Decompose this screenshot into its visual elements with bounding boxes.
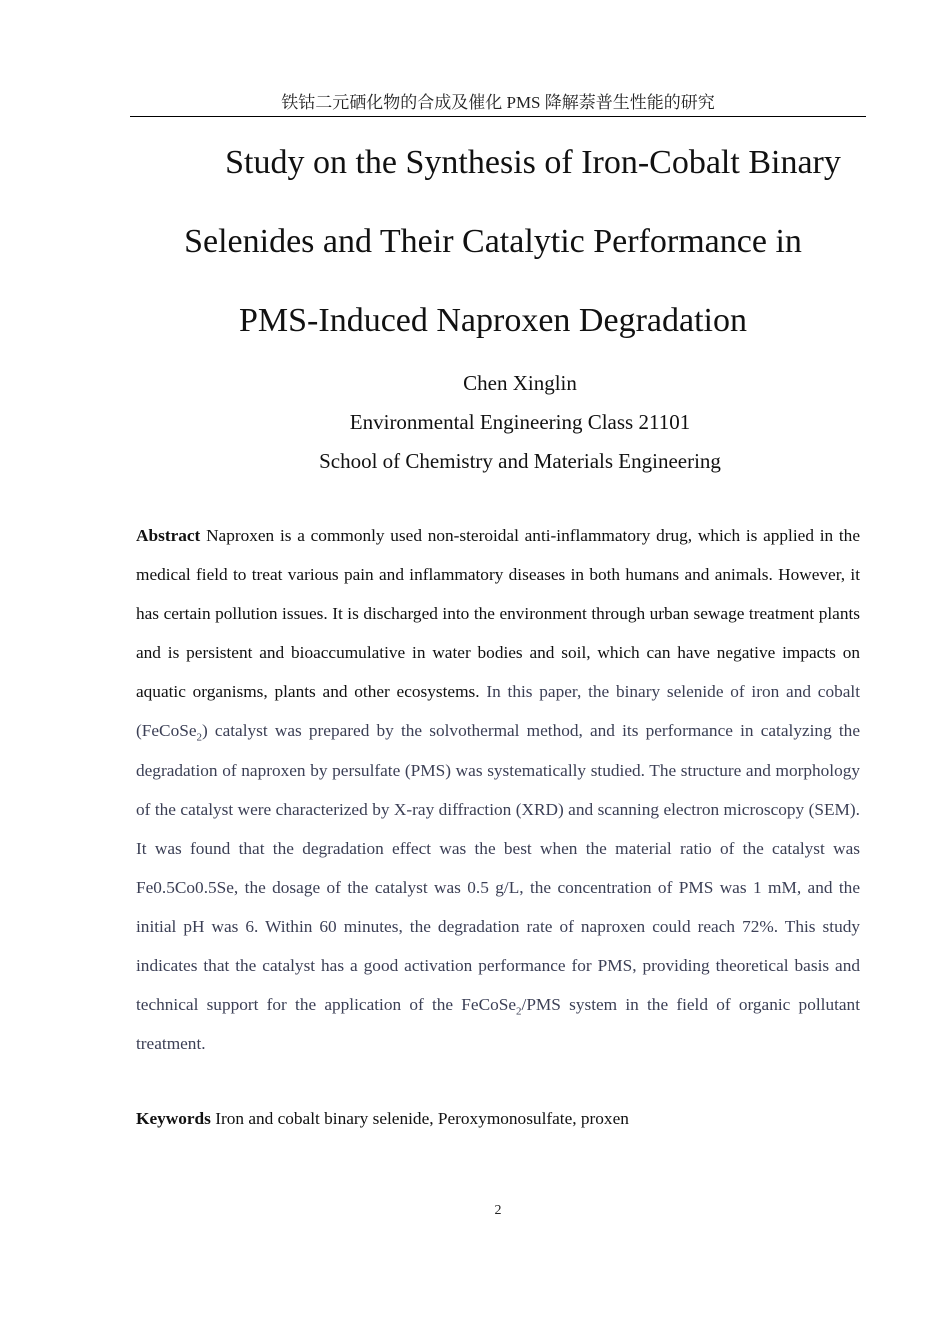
keywords <box>136 1101 860 1137</box>
subscript-2: 2 <box>196 731 202 744</box>
abstract-part-2 <box>136 682 860 1053</box>
author-class: Environmental Engineering Class 21101 <box>349 410 691 434</box>
keywords-text: Iron and cobalt binary selenide, Peroxymonosulfate, proxen <box>215 1109 629 1128</box>
title-line-2: Selenides and Their Catalytic Performance in <box>184 223 802 260</box>
page-number: 2 <box>494 1203 502 1218</box>
abstract-part-2c: /PMS system in the field of organic pollutant treatment. <box>136 995 860 1054</box>
title-line-3: PMS-Induced Naproxen Degradation <box>239 302 747 339</box>
title-line-1: Study on the Synthesis of Iron-Cobalt Binary <box>225 144 841 181</box>
running-header: 铁钴二元硒化物的合成及催化 PMS 降解萘普生性能的研究 <box>281 93 715 112</box>
author-school: School of Chemistry and Materials Engineering <box>319 449 721 473</box>
abstract-part-2a: In this paper, the binary selenide of iron and cobalt (FeCoSe <box>136 682 860 741</box>
subscript-2: 2 <box>516 1005 522 1018</box>
author-name: Chen Xinglin <box>463 371 577 395</box>
abstract-label: Abstract <box>136 526 201 545</box>
abstract-part-2b: ) catalyst was prepared by the solvothermal method, and its performance in catalyzing the degradation of naproxen by persulfate (PMS) was systematically studied. The structure and morphology of the catalyst were characterized by X-ray diffraction (XRD) and scanning electron microscopy (SEM). It was found that the degradation effect was the best when the material ratio of the catalyst was Fe0.5Co0.5Se, the dosage of the catalyst was 0.5 g/L, the concentration of PMS was 1 mM, and the initial pH was 6. Within 60 minutes, the degradation rate of naproxen could reach 72%. This study indicates that the catalyst has a good activation performance for PMS, providing theoretical basis and technical support for the application of the FeCoSe <box>136 721 860 1015</box>
author-block <box>130 364 910 481</box>
keywords-label: Keywords <box>136 1109 211 1128</box>
abstract-part-1: Naproxen is a commonly used non-steroidal anti-inflammatory drug, which is applied in the medical field to treat various pain and inflammatory diseases in both humans and animals. However, it has certain pollution issues. It is discharged into the environment through urban sewage treatment plants and is persistent and bioaccumulative in water bodies and soil, which can have negative impacts on aquatic organisms, plants and other ecosystems. <box>136 526 860 702</box>
header-rule <box>130 116 866 117</box>
paper-title <box>130 138 866 375</box>
abstract <box>136 516 860 1063</box>
